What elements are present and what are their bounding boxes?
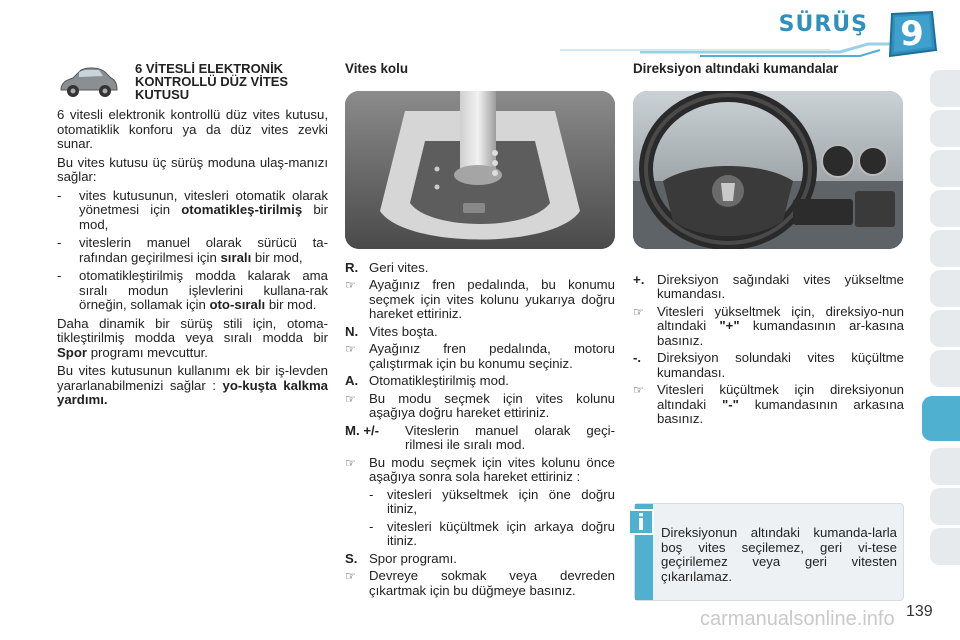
info-text: Direksiyonun altındaki kumanda-larla boş vites seçilemez, geri vi-tese geçirilemez veya geri vitesten çıkarılamaz. [661, 525, 897, 584]
list-item [633, 273, 904, 302]
section-heading: Direksiyon altındaki kumandalar [633, 61, 839, 76]
chapter-tab[interactable] [930, 350, 960, 388]
bullet-mark: - [57, 268, 62, 283]
pointing-hand-icon: ☞ [345, 278, 356, 292]
item-text: Geri vites. [369, 259, 429, 275]
item-key: +. [633, 271, 645, 287]
item-key: N. [345, 323, 359, 339]
list-item [345, 374, 615, 389]
item-text: Ayağınız fren pedalında, bu konumu seçmek için vites kolunu yukarıya doğru hareket ettiriniz. [369, 277, 615, 321]
bold-text: Spor [57, 344, 88, 360]
chapter-tab[interactable] [930, 488, 960, 526]
chapter-tab[interactable] [930, 150, 960, 188]
item-text: Bu modu seçmek için vites kolunu aşağıya doğru hareket ettiriniz. [369, 390, 615, 420]
paragraph [57, 317, 328, 361]
text: otomatikleştirilmiş modda kalarak ama sıralı modun işlevlerini kullana-rak örneğin, sollamak için [79, 268, 328, 312]
bold-text: otomatikleş-tirilmiş [181, 202, 303, 217]
text: kumandasının ar-kasına basınız. [657, 318, 904, 348]
paragraph: Bu vites kutusu üç sürüş moduna ulaş-manızı sağlar: [57, 154, 328, 184]
bullet-mark: - [57, 235, 62, 250]
item-text: Ayağınız fren pedalında, motoru çalıştırmak için bu konumu seçiniz. [369, 341, 615, 371]
pointing-hand-icon: ☞ [345, 342, 356, 356]
item-text: vitesleri küçültmek için arkaya doğru itiniz. [387, 518, 615, 548]
text: Daha dinamik bir sürüş stili için, otoma-tikleştirilmiş modda veya sıralı modda bir [57, 315, 328, 345]
list-item [345, 261, 615, 276]
pointing-hand-icon: ☞ [633, 383, 644, 397]
sub-list-item [369, 488, 615, 517]
info-icon: i [628, 509, 654, 535]
chapter-tab[interactable] [930, 310, 960, 348]
item-text: Vites boşta. [369, 323, 438, 339]
item-key: -. [633, 350, 642, 365]
section-heading: 6 VİTESLİ ELEKTRONİK KONTROLLÜ DÜZ VİTES KUTUSU [135, 61, 289, 102]
chapter-tab[interactable] [930, 270, 960, 308]
column-gear-lever [345, 62, 615, 601]
section-heading: Vites kolu [345, 61, 409, 76]
chapter-tab[interactable] [930, 230, 960, 268]
text: Bu vites kutusunun kullanımı ek bir iş-levden yararlanabilmenizi sağlar : [57, 363, 328, 393]
list-item [57, 189, 328, 233]
list-item [345, 424, 615, 453]
chapter-tab[interactable] [930, 448, 960, 486]
chapter-title: SÜRÜŞ [778, 12, 868, 37]
bullet-mark: - [57, 187, 62, 203]
bold-text: "+" [719, 318, 740, 333]
item-text: Bu modu seçmek için vites kolunu önce aşağıya sonra sola hareket ettiriniz : [369, 454, 615, 484]
text: viteslerin manuel olarak sürücü ta-rafından geçirilmesi için [79, 235, 328, 265]
item-key: M. +/- [345, 422, 380, 438]
bullet-mark: - [369, 486, 374, 502]
bold-text: oto-sıralı [209, 297, 266, 312]
list-item [345, 325, 615, 340]
list-item [345, 569, 615, 598]
bold-text: sıralı [220, 249, 252, 265]
list-item [633, 305, 904, 349]
chapter-tab[interactable] [930, 190, 960, 228]
list-item [633, 383, 904, 427]
chapter-tab-active[interactable] [922, 396, 960, 442]
bullet-mark: - [369, 518, 374, 534]
list-item [57, 236, 328, 265]
text: Vitesleri yükseltmek için, direksiyo-nun altındaki [657, 303, 904, 333]
bold-text: "-" [721, 396, 739, 412]
item-text: Otomatikleştirilmiş mod. [369, 373, 509, 388]
chapter-tab[interactable] [930, 70, 960, 108]
gear-lever-photo [345, 91, 615, 249]
text: kumandasının arkasına basınız. [657, 396, 904, 426]
item-key: R. [345, 259, 359, 275]
chapter-tabs [922, 70, 960, 590]
list-item [345, 342, 615, 371]
item-text [657, 383, 904, 427]
paragraph: 6 vitesli elektronik kontrollü düz vites kutusu, otomatiklik konforu ya da düz vites zevki sunar. [57, 107, 328, 151]
text: vites kutusunun, vitesleri otomatik olarak yönetmesi için [79, 187, 328, 217]
gear-lever-image [345, 91, 615, 249]
item-text: Spor programı. [369, 550, 457, 566]
text: bir mod, [79, 202, 328, 232]
pointing-hand-icon: ☞ [345, 391, 356, 406]
pointing-hand-icon: ☞ [633, 304, 644, 319]
steering-controls-list [633, 273, 904, 427]
car-icon [57, 64, 119, 100]
lever-positions [345, 261, 615, 599]
pointing-hand-icon: ☞ [345, 569, 356, 583]
list-item [345, 456, 615, 485]
steering-wheel-photo [633, 91, 903, 249]
sub-list-item [369, 520, 615, 549]
column-steering-controls [633, 62, 904, 430]
item-text: Viteslerin manuel olarak geçi-rilmesi ile sıralı mod. [405, 422, 615, 452]
pointing-hand-icon: ☞ [345, 455, 356, 470]
item-key: S. [345, 550, 358, 566]
list-item [345, 392, 615, 421]
list-text [79, 236, 328, 265]
steering-wheel-image [633, 91, 903, 249]
item-text [657, 305, 904, 349]
list-text [79, 269, 328, 313]
list-item [345, 552, 615, 567]
item-text: Devreye sokmak veya devreden çıkartmak için bu düğmeye basınız. [369, 568, 615, 598]
chapter-tab[interactable] [930, 528, 960, 566]
item-key: A. [345, 373, 359, 388]
item-text: Direksiyon solundaki vites küçültme kumandası. [657, 350, 904, 380]
column-gearbox-intro [57, 62, 328, 412]
list-item [57, 269, 328, 313]
list-item [633, 351, 904, 380]
chapter-number: 9 [900, 14, 924, 54]
list-item [345, 278, 615, 322]
page-number: 139 [906, 603, 933, 620]
text: bir mod, [251, 249, 303, 265]
list-text [79, 189, 328, 233]
watermark: carmanualsonline.info [700, 608, 895, 630]
text: programı mevcuttur. [87, 344, 208, 360]
item-text: vitesleri yükseltmek için öne doğru itiniz, [387, 486, 615, 516]
item-text: Direksiyon sağındaki vites yükseltme kumandası. [657, 271, 904, 301]
bold-text: yo-kuşta kalkma yardımı. [57, 377, 329, 407]
info-box [634, 503, 904, 601]
text: Vitesleri küçültmek için direksiyonun altındaki [657, 382, 904, 412]
text: bir mod. [265, 297, 317, 312]
chapter-tab[interactable] [930, 110, 960, 148]
paragraph [57, 364, 328, 408]
section-header [57, 62, 328, 120]
